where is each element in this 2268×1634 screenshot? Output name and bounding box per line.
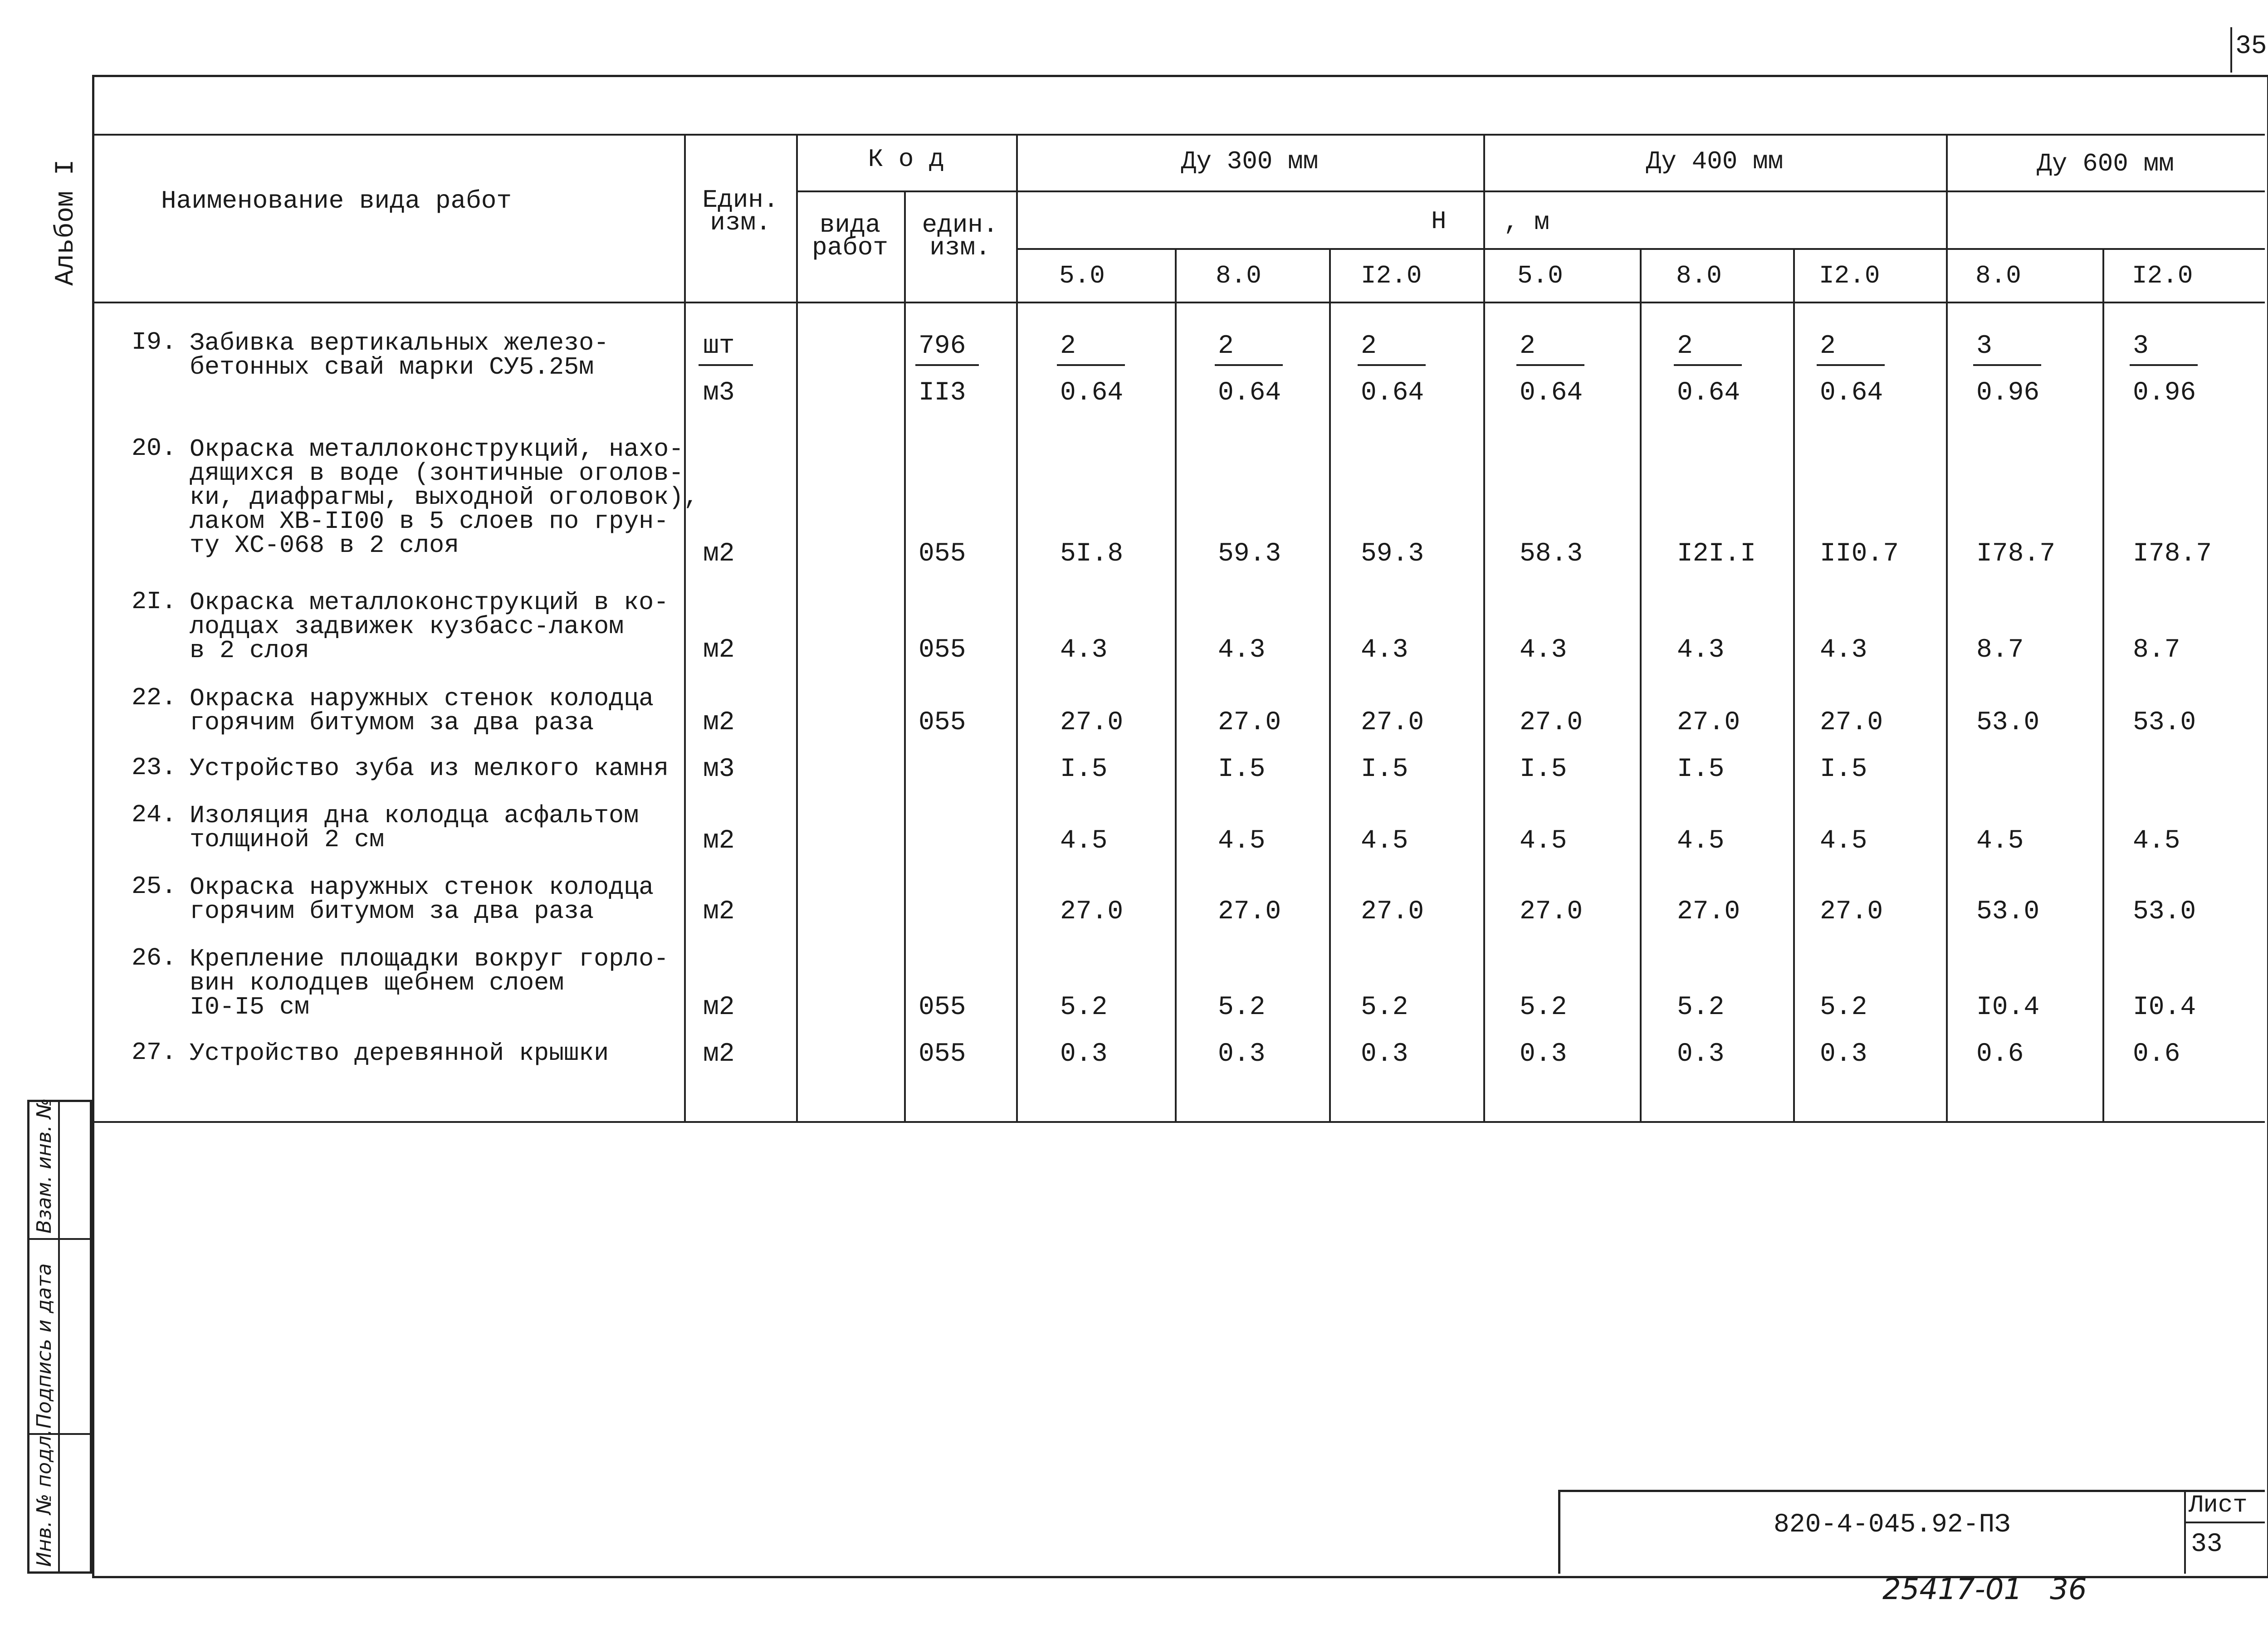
row-name-line: ту ХС-068 в 2 слоя: [190, 531, 459, 560]
row-number: 27.: [132, 1038, 177, 1067]
row-value: 4.3: [1520, 635, 1567, 665]
row-value: 59.3: [1218, 539, 1281, 569]
row-value: 0.64: [1677, 378, 1740, 408]
row-code: 055: [919, 1039, 966, 1069]
row-name-line: ки, диафрагмы, выходной оголовок),: [190, 483, 699, 512]
row-value: 0.64: [1060, 378, 1124, 408]
height-col-3: I2.0: [1361, 261, 1422, 290]
row-value: 4.5: [1218, 826, 1266, 856]
row-value: 4.5: [2133, 826, 2180, 856]
row-value: 27.0: [1520, 897, 1583, 927]
row-name-line: Забивка вертикальных железо-: [190, 329, 609, 357]
row-value: I.5: [1060, 755, 1108, 784]
header-code-work-2: работ: [811, 233, 889, 262]
row-value: I.5: [1677, 755, 1725, 784]
row-value: 5.2: [1677, 993, 1725, 1022]
row-code-top: 796: [919, 332, 966, 361]
row-name-line: вин колодцев щебнем слоем: [190, 969, 564, 997]
row-unit: м2: [703, 539, 735, 569]
row-code: 055: [919, 708, 966, 737]
row-value: 53.0: [2133, 708, 2196, 737]
row-value: 0.3: [1361, 1039, 1408, 1069]
row-top-value: 2: [1060, 332, 1076, 361]
row-value: 0.6: [1976, 1039, 2024, 1069]
stamp-vzam: Взам. инв. №: [33, 1098, 56, 1234]
height-col-5: 8.0: [1676, 261, 1722, 290]
row-value: 27.0: [1820, 897, 1883, 927]
row-name-line: Окраска наружных стенок колодца: [190, 684, 654, 713]
row-name-line: Устройство деревянной крышки: [190, 1039, 609, 1068]
row-value: 4.5: [1361, 826, 1408, 856]
row-value: 58.3: [1520, 539, 1583, 569]
row-unit-top: шт: [703, 332, 735, 361]
row-top-value: 2: [1677, 332, 1693, 361]
row-name-line: лодцах задвижек кузбасс-лаком: [190, 612, 624, 641]
header-code-unit-1: един.: [922, 210, 998, 239]
row-code: 055: [919, 993, 966, 1022]
row-number: 25.: [132, 872, 177, 901]
row-value: 5.2: [1520, 993, 1567, 1022]
header-bottom-line: [92, 302, 2265, 303]
row-value: 5.2: [1060, 993, 1108, 1022]
row-value: II0.7: [1820, 539, 1899, 569]
row-value: 4.5: [1976, 826, 2024, 856]
row-value: 4.5: [1677, 826, 1725, 856]
height-col-8: I2.0: [2132, 261, 2193, 290]
row-unit: м2: [703, 826, 735, 856]
row-unit: м2: [703, 993, 735, 1022]
row-unit: м2: [703, 897, 735, 927]
row-value: 0.64: [1218, 378, 1281, 408]
row-value: 27.0: [1520, 708, 1583, 737]
header-du300: Ду 300 мм: [1181, 147, 1319, 176]
row-value: 0.6: [2133, 1039, 2180, 1069]
row-value: 0.64: [1520, 378, 1583, 408]
row-value: 0.96: [2133, 378, 2196, 408]
row-value: 4.3: [1218, 635, 1266, 665]
row-value: I78.7: [2133, 539, 2212, 569]
header-unit-2: изм.: [710, 208, 771, 237]
row-value: 8.7: [1976, 635, 2024, 665]
row-unit-bottom: м3: [703, 378, 735, 408]
row-value: 4.3: [1820, 635, 1867, 665]
stamp-podpis: Подпись и дата: [33, 1263, 56, 1429]
row-name-line: Изоляция дна колодца асфальтом: [190, 801, 639, 830]
header-code-unit-2: изм.: [929, 233, 991, 262]
row-name-line: дящихся в воде (зонтичные оголов-: [190, 459, 684, 488]
header-code-work-1: вида: [819, 210, 881, 239]
row-value: 53.0: [1976, 897, 2040, 927]
header-code: К о д: [868, 145, 944, 174]
row-top-value: 2: [1361, 332, 1377, 361]
row-unit: м2: [703, 635, 735, 665]
row-value: 5.2: [1218, 993, 1266, 1022]
header-unit-1: Един.: [702, 185, 779, 215]
row-value: 5.2: [1361, 993, 1408, 1022]
row-top-value: 2: [1218, 332, 1234, 361]
row-number: 23.: [132, 753, 177, 782]
row-value: 8.7: [2133, 635, 2180, 665]
row-value: 0.3: [1520, 1039, 1567, 1069]
row-number: I9.: [132, 328, 177, 356]
row-value: 4.3: [1361, 635, 1408, 665]
archive-stamp: 25417-01 36: [1882, 1573, 2087, 1606]
row-value: 59.3: [1361, 539, 1424, 569]
row-value: 27.0: [1677, 708, 1740, 737]
row-value: 27.0: [1060, 708, 1124, 737]
row-name-line: I0-I5 см: [190, 993, 310, 1021]
row-value: 27.0: [1361, 897, 1424, 927]
row-value: 53.0: [1976, 708, 2040, 737]
row-name-line: Устройство зуба из мелкого камня: [190, 754, 669, 783]
row-code-bottom: II3: [919, 378, 966, 408]
row-value: 4.3: [1677, 635, 1725, 665]
row-value: I0.4: [2133, 993, 2196, 1022]
row-value: 0.3: [1060, 1039, 1108, 1069]
row-value: 27.0: [1677, 897, 1740, 927]
row-name-line: в 2 слоя: [190, 636, 310, 665]
row-value: 4.5: [1820, 826, 1867, 856]
height-col-6: I2.0: [1819, 261, 1880, 290]
row-name-line: горячим битумом за два раза: [190, 897, 594, 926]
row-value: 27.0: [1218, 708, 1281, 737]
table-bottom-line: [92, 1121, 2265, 1123]
header-name: Наименование вида работ: [161, 186, 512, 215]
row-code: 055: [919, 539, 966, 569]
row-code: 055: [919, 635, 966, 665]
row-value: 53.0: [2133, 897, 2196, 927]
row-value: I2I.I: [1677, 539, 1756, 569]
row-value: 0.64: [1361, 378, 1424, 408]
row-number: 2I.: [132, 587, 177, 616]
row-value: 27.0: [1218, 897, 1281, 927]
height-col-1: 5.0: [1059, 261, 1105, 290]
row-value: I.5: [1361, 755, 1408, 784]
row-unit: м2: [703, 708, 735, 737]
height-col-2: 8.0: [1216, 261, 1261, 290]
height-col-4: 5.0: [1517, 261, 1563, 290]
row-name-line: бетонных свай марки СУ5.25м: [190, 353, 594, 381]
row-name-line: Окраска металлоконструкций, нахо-: [190, 435, 684, 463]
header-du400: Ду 400 мм: [1646, 147, 1784, 176]
header-h-unit: , м: [1504, 208, 1549, 237]
row-value: 0.64: [1820, 378, 1883, 408]
row-name-line: горячим битумом за два раза: [190, 708, 594, 737]
row-value: 4.5: [1060, 826, 1108, 856]
row-value: 27.0: [1060, 897, 1124, 927]
row-value: I.5: [1520, 755, 1567, 784]
page-number: 35: [2235, 32, 2267, 61]
row-value: I78.7: [1976, 539, 2056, 569]
row-unit: м2: [703, 1039, 735, 1069]
row-value: 27.0: [1361, 708, 1424, 737]
row-name-line: Окраска металлоконструкций в ко-: [190, 588, 669, 617]
row-value: 0.3: [1677, 1039, 1725, 1069]
row-top-value: 3: [2133, 332, 2149, 361]
row-number: 24.: [132, 800, 177, 829]
row-value: 0.96: [1976, 378, 2040, 408]
header-h: Н: [1431, 207, 1447, 236]
sheet-label: Лист: [2189, 1492, 2248, 1519]
header-du600: Ду 600 мм: [2037, 149, 2174, 178]
row-value: 27.0: [1820, 708, 1883, 737]
row-value: I.5: [1820, 755, 1867, 784]
album-label: Альбом I: [51, 159, 81, 286]
table-top-line: [92, 134, 2265, 136]
sheet-number: 33: [2191, 1530, 2223, 1559]
row-unit: м3: [703, 755, 735, 784]
row-number: 20.: [132, 434, 177, 463]
doc-code: 820-4-045.92-ПЗ: [1774, 1510, 2011, 1540]
row-top-value: 2: [1820, 332, 1836, 361]
row-name-line: Окраска наружных стенок колодца: [190, 873, 654, 902]
row-name-line: Крепление площадки вокруг горло-: [190, 945, 669, 973]
row-top-value: 2: [1520, 332, 1535, 361]
stamp-inv-podl: Инв. № подл.: [33, 1429, 56, 1567]
row-value: 5I.8: [1060, 539, 1124, 569]
row-value: 0.3: [1218, 1039, 1266, 1069]
row-value: 4.3: [1060, 635, 1108, 665]
row-value: 4.5: [1520, 826, 1567, 856]
row-value: 5.2: [1820, 993, 1867, 1022]
row-value: I.5: [1218, 755, 1266, 784]
row-value: 0.3: [1820, 1039, 1867, 1069]
row-top-value: 3: [1976, 332, 1992, 361]
row-name-line: толщиной 2 см: [190, 825, 385, 854]
row-number: 26.: [132, 944, 177, 972]
row-value: I0.4: [1976, 993, 2040, 1022]
row-name-line: лаком ХВ-II00 в 5 слоев по грун-: [190, 507, 669, 536]
height-col-7: 8.0: [1975, 261, 2021, 290]
row-number: 22.: [132, 683, 177, 712]
